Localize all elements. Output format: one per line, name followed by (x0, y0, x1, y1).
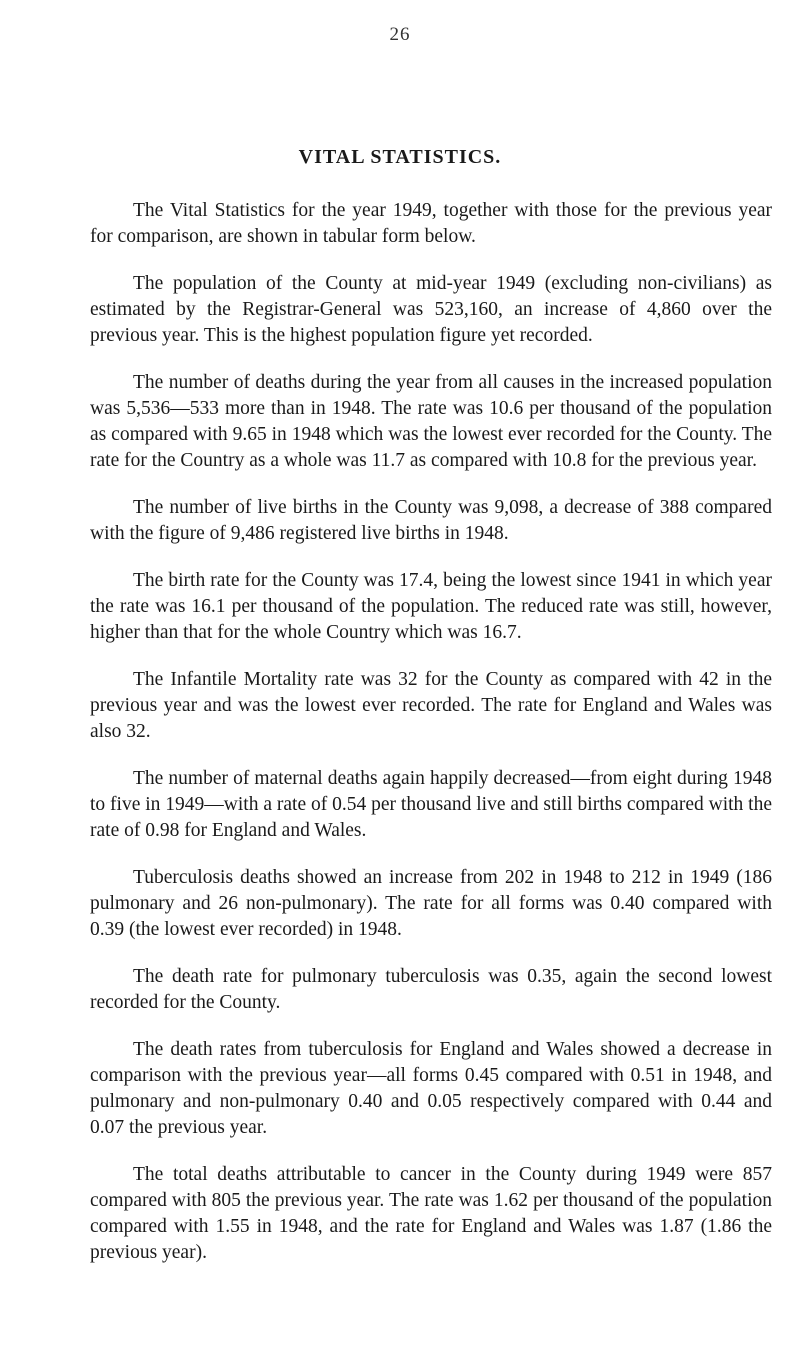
paragraph-intro: The Vital Statistics for the year 1949, together with those for the previous year for comparison, are shown in tabular form below. (90, 200, 772, 247)
paragraph-maternal-deaths: The number of maternal deaths again happily decreased—from eight during 1948 to five in 1949—with a rate of 0.54 per thousand live and still births compared with the rate of 0.98 for England and Wales. (90, 768, 772, 841)
paragraph-live-births: The number of live births in the County was 9,098, a decrease of 388 compared with the figure of 9,486 registered live births in 1948. (90, 497, 772, 544)
document-body (90, 198, 772, 1287)
page-number: 26 (389, 24, 411, 45)
paragraph-tb-england-wales: The death rates from tuberculosis for England and Wales showed a decrease in comparison with the previous year—all forms 0.45 compared with 0.51 in 1948, and pulmonary and non-pulmonary 0.40 and 0.05 respectively compared with 0.44 and 0.07 the previous year. (90, 1039, 772, 1138)
paragraph-birth-rate: The birth rate for the County was 17.4, being the lowest since 1941 in which year the rate was 16.1 per thousand of the population. The reduced rate was still, however, higher than that for the whole Country which was 16.7. (90, 570, 772, 643)
paragraph-deaths: The number of deaths during the year from all causes in the increased population was 5,536—533 more than in 1948. The rate was 10.6 per thousand of the population as compared with 9.65 in 1948 which was the lowest ever recorded for the County. The rate for the Country as a whole was 11.7 as compared with 10.8 for the previous year. (90, 372, 772, 471)
paragraph-pulmonary-tb-rate: The death rate for pulmonary tuberculosis was 0.35, again the second lowest recorded for the County. (90, 966, 772, 1013)
page-title: VITAL STATISTICS. (298, 146, 502, 168)
paragraph-tuberculosis-deaths: Tuberculosis deaths showed an increase from 202 in 1948 to 212 in 1949 (186 pulmonary and 26 non-pulmonary). The rate for all forms was 0.40 compared with 0.39 (the lowest ever recorded) in 1948. (90, 867, 772, 940)
paragraph-cancer-deaths: The total deaths attributable to cancer in the County during 1949 were 857 compared with 805 the previous year. The rate was 1.62 per thousand of the population compared with 1.55 in 1948, and the rate for England and Wales was 1.87 (1.86 the previous year). (90, 1164, 772, 1263)
paragraph-infantile-mortality: The Infantile Mortality rate was 32 for the County as compared with 42 in the previous year and was the lowest ever recorded. The rate for England and Wales was also 32. (90, 669, 772, 742)
paragraph-population: The population of the County at mid-year 1949 (excluding non-civilians) as estimated by the Registrar-General was 523,160, an increase of 4,860 over the previous year. This is the highest population figure yet recorded. (90, 273, 772, 346)
